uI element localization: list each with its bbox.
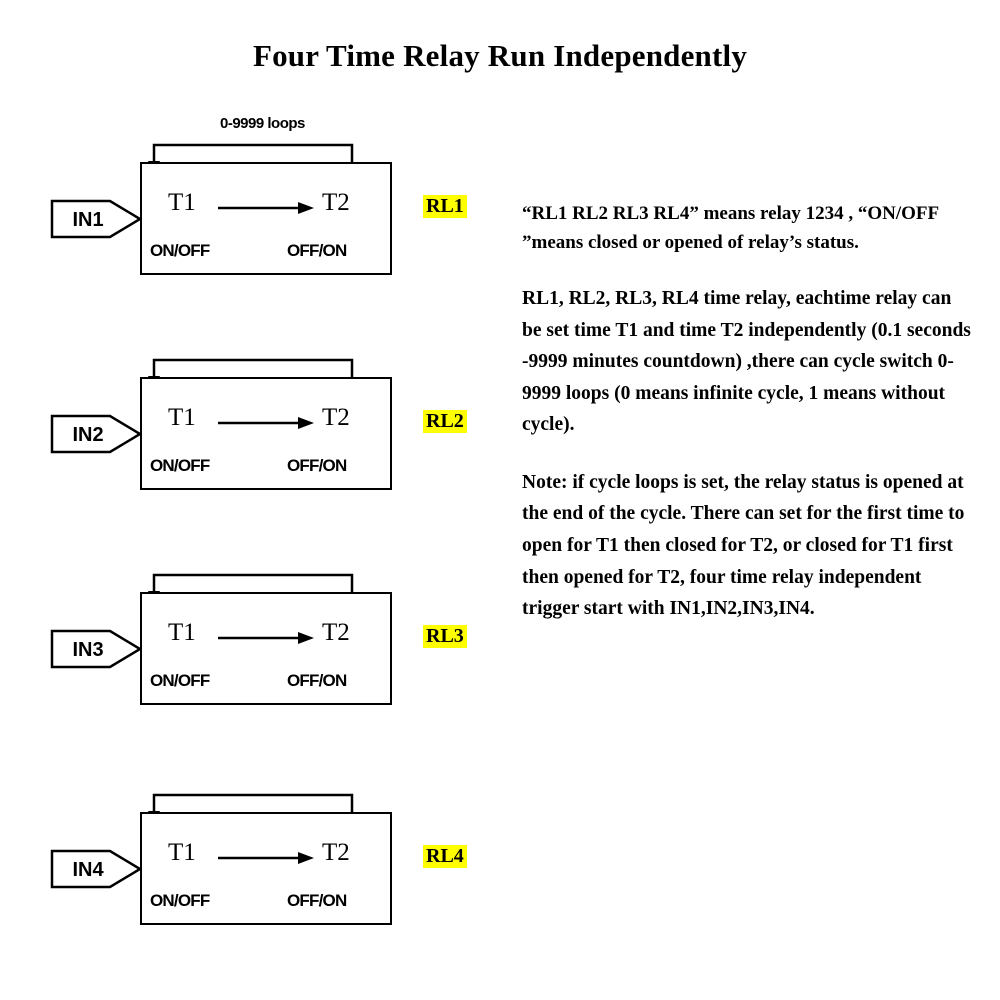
- input-label-4: IN4: [72, 859, 104, 881]
- t1-label-2: T1: [168, 404, 196, 431]
- t1-to-t2-arrow-icon-2: [218, 414, 316, 432]
- t1-to-t2-arrow-icon-3: [218, 629, 316, 647]
- onoff-left-3: ON/OFF: [150, 671, 210, 690]
- t2-label-2: T2: [322, 404, 350, 431]
- t2-label-1: T2: [322, 189, 350, 216]
- onoff-right-4: OFF/ON: [287, 891, 347, 910]
- relay-tag-1: RL1: [423, 195, 467, 218]
- input-label-2: IN2: [72, 424, 104, 446]
- input-label-1: IN1: [72, 209, 104, 231]
- onoff-right-3: OFF/ON: [287, 671, 347, 690]
- onoff-left-2: ON/OFF: [150, 456, 210, 475]
- relay-diagram-2: [50, 330, 470, 510]
- relay-diagram-3: [50, 545, 470, 725]
- relay-tag-3: RL3: [423, 625, 467, 648]
- t1-to-t2-arrow-icon-4: [218, 849, 316, 867]
- description-column: [522, 200, 972, 651]
- relay-tag-2: RL2: [423, 410, 467, 433]
- t1-label-3: T1: [168, 619, 196, 646]
- note-paragraph-1: “RL1 RL2 RL3 RL4” means relay 1234 , “ON/OFF ”means closed or opened of relay’s status.: [522, 203, 939, 253]
- onoff-left-1: ON/OFF: [150, 241, 210, 260]
- t1-label-4: T1: [168, 839, 196, 866]
- relay-diagram-4: [50, 765, 470, 945]
- note-paragraph-2: RL1, RL2, RL3, RL4 time relay, eachtime relay can be set time T1 and time T2 independently (0.1 seconds -9999 minutes countdown) ,there can cycle switch 0-9999 loops (0 means infinite cycle, 1 means without cycle).: [522, 288, 971, 436]
- t2-label-4: T2: [322, 839, 350, 866]
- t1-label-1: T1: [168, 189, 196, 216]
- note-paragraph-3: Note: if cycle loops is set, the relay status is opened at the end of the cycle. There can set for the first time to open for T1 then closed for T2, or closed for T1 first then opened for T2, four time relay independent trigger start with IN1,IN2,IN3,IN4.: [522, 471, 965, 620]
- onoff-right-1: OFF/ON: [287, 241, 347, 260]
- loop-count-label: 0-9999 loops: [220, 115, 305, 132]
- t2-label-3: T2: [322, 619, 350, 646]
- onoff-right-2: OFF/ON: [287, 456, 347, 475]
- onoff-left-4: ON/OFF: [150, 891, 210, 910]
- input-label-3: IN3: [72, 639, 104, 661]
- relay-diagram-1: [50, 115, 470, 295]
- page-title: Four Time Relay Run Independently: [252, 38, 748, 73]
- relay-tag-4: RL4: [423, 845, 467, 868]
- t1-to-t2-arrow-icon: [218, 199, 316, 217]
